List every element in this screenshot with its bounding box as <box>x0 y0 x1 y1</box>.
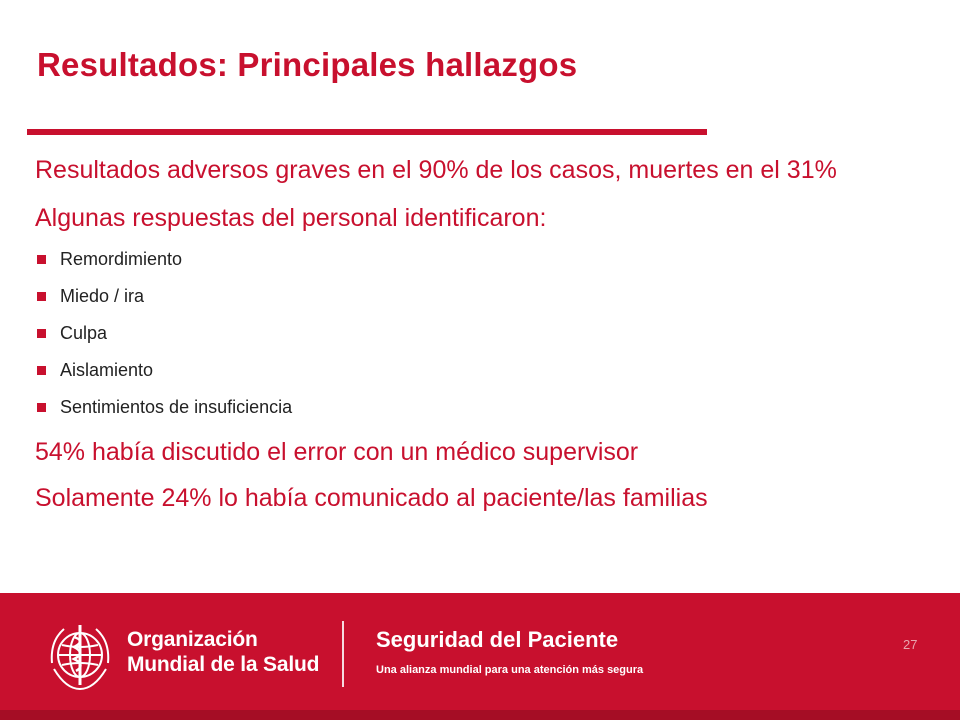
program-title: Seguridad del Paciente <box>376 627 619 652</box>
square-bullet-icon <box>37 329 46 338</box>
list-item <box>35 358 925 395</box>
main-point-4: Solamente 24% lo había comunicado al paciente/las familias <box>35 484 708 512</box>
footer-banner <box>0 593 960 720</box>
staff-responses-list <box>35 247 925 432</box>
list-item-label: Remordimiento <box>60 249 183 269</box>
footer-divider <box>342 621 344 687</box>
list-item <box>35 321 925 358</box>
list-item <box>35 247 925 284</box>
main-point-2: Algunas respuestas del personal identificaron: <box>35 204 547 232</box>
title-underline <box>27 129 707 135</box>
program-subtitle: Una alianza mundial para una atención más segura <box>376 664 644 676</box>
list-item-label: Sentimientos de insuficiencia <box>60 397 293 417</box>
list-item-label: Culpa <box>60 323 108 343</box>
square-bullet-icon <box>37 403 46 412</box>
list-item-label: Miedo / ira <box>60 286 145 306</box>
organization-name: Organización Mundial de la Salud <box>127 628 320 676</box>
square-bullet-icon <box>37 292 46 301</box>
list-item <box>35 284 925 321</box>
slide-content <box>35 150 925 515</box>
list-item <box>35 395 925 432</box>
main-point-3: 54% había discutido el error con un médico supervisor <box>35 438 639 466</box>
slide-title: Resultados: Principales hallazgos <box>37 46 578 83</box>
square-bullet-icon <box>37 366 46 375</box>
main-point-1: Resultados adversos graves en el 90% de los casos, muertes en el 31% <box>35 156 837 184</box>
square-bullet-icon <box>37 255 46 264</box>
footer-bottom-edge <box>0 710 960 720</box>
page-number: 27 <box>903 637 918 652</box>
who-emblem-icon <box>42 619 118 695</box>
list-item-label: Aislamiento <box>60 360 154 380</box>
